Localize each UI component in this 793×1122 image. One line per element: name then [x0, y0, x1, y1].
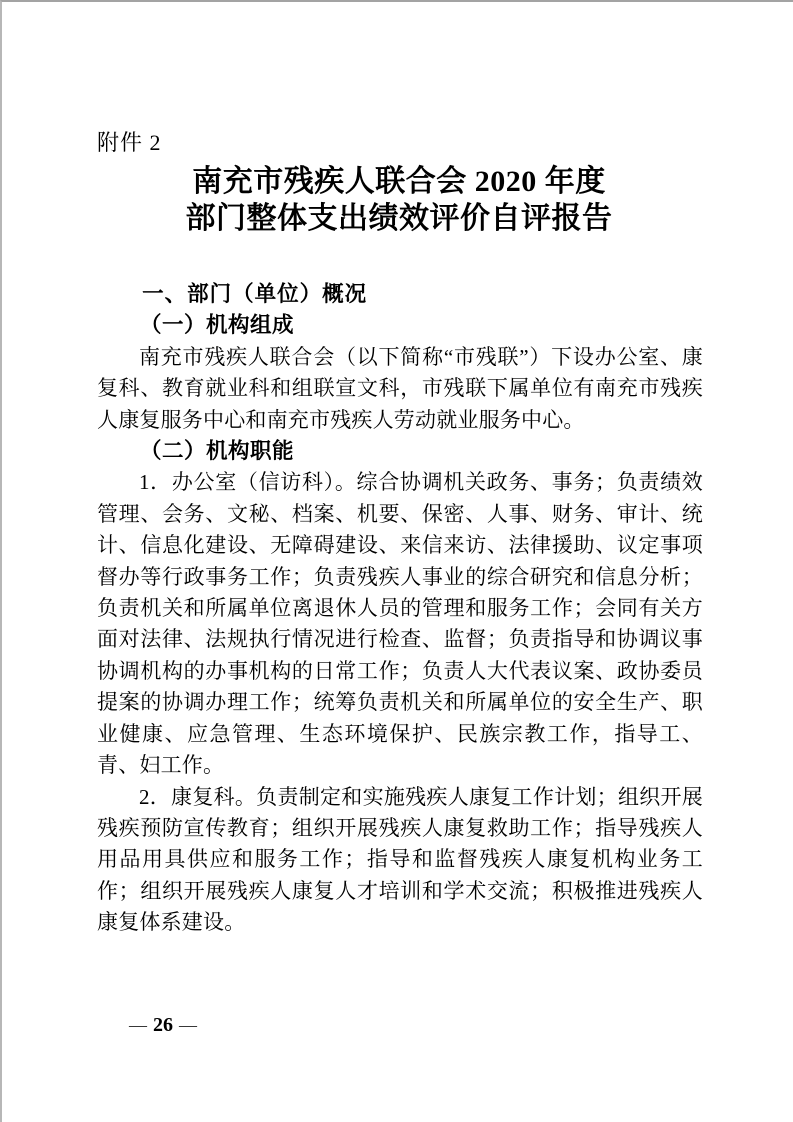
- page-number: [129, 1012, 197, 1038]
- page-number-dash-right: —: [179, 1015, 197, 1035]
- paragraph-organization-composition: 南充市残疾人联合会（以下简称“市残联”）下设办公室、康复科、教育就业科和组联宣文科，市残联下属单位有南充市残疾人康复服务中心和南充市残疾人劳动就业服务中心。: [97, 344, 703, 432]
- page-number-dash-left: —: [129, 1015, 147, 1035]
- subsection-heading-functions: （二）机构职能: [140, 439, 295, 464]
- paragraph-office-duties: 1．办公室（信访科）。综合协调机关政务、事务；负责绩效管理、会务、文秘、档案、机要、保密、人事、财务、审计、统计、信息化建设、无障碍建设、来信来访、法律援助、议定事项督办等行政事务工作；负责残疾人事业的综合研究和信息分析；负责机关和所属单位离退休人员的管理和服务工作；会同有关方面对法律、法规执行情况进行检查、监督；负责指导和协调议事协调机构的办事机构的日常工作；负责人大代表议案、政协委员提案的协调办理工作；统筹负责机关和所属单位的安全生产、职业健康、应急管理、生态环境保护、民族宗教工作，指导工、青、妇工作。: [97, 470, 703, 778]
- document-title: [96, 163, 702, 237]
- attachment-label: 附件 2: [97, 130, 162, 155]
- document-body: [97, 279, 703, 939]
- section-heading-overview: 一、部门（单位）概况: [142, 282, 368, 306]
- subsection-heading-organization: （一）机构组成: [140, 313, 295, 338]
- page-number-value: 26: [153, 1014, 173, 1036]
- document-title-line-2: 部门整体支出绩效评价自评报告: [185, 202, 613, 235]
- paragraph-rehabilitation-duties: 2．康复科。负责制定和实施残疾人康复工作计划；组织开展残疾预防宣传教育；组织开展残疾人康复救助工作；指导残疾人用品用具供应和服务工作；指导和监督残疾人康复机构业务工作；组织开展残疾人康复人才培训和学术交流；积极推进残疾人康复体系建设。: [97, 784, 703, 935]
- document-title-line-1: 南充市残疾人联合会 2020 年度: [192, 165, 606, 198]
